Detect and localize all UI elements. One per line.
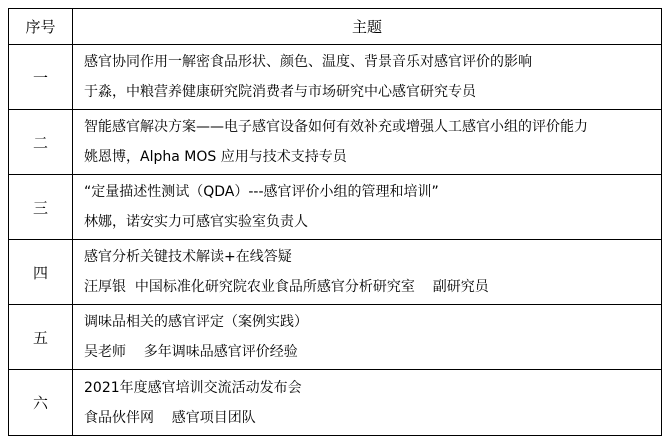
table-row — [9, 370, 662, 436]
topic-title: 感官协同作用一解密食品形状、颜色、温度、背景音乐对感官评价的影响 — [84, 54, 532, 70]
row-number-cell: 四 — [9, 240, 73, 305]
row-number-cell: 五 — [9, 305, 73, 370]
topic-cell — [73, 240, 662, 305]
topic-cell — [73, 305, 662, 370]
topic-title: “定量描述性测试（QDA）---感官评价小组的管理和培训” — [84, 184, 439, 200]
table-row — [9, 110, 662, 175]
table-row — [9, 175, 662, 240]
topic-title: 智能感官解决方案——电子感官设备如何有效补充或增强人工感官小组的评价能力 — [84, 119, 588, 135]
topic-speaker: 林娜，诺安实力可感官实验室负责人 — [84, 214, 308, 230]
row-number-cell: 六 — [9, 370, 73, 436]
topic-title: 调味品相关的感官评定（案例实践） — [84, 314, 308, 330]
topic-cell — [73, 45, 662, 110]
topic-title: 2021年度感官培训交流活动发布会 — [84, 379, 302, 396]
topic-cell — [73, 370, 662, 436]
table-row — [9, 240, 662, 305]
header-col-topic: 主题 — [73, 9, 662, 45]
header-col-number: 序号 — [9, 9, 73, 45]
topic-cell — [73, 175, 662, 240]
row-number-cell: 三 — [9, 175, 73, 240]
topic-speaker: 吴老师 多年调味品感官评价经验 — [84, 344, 298, 360]
topic-cell — [73, 110, 662, 175]
schedule-table — [8, 8, 662, 436]
table-row — [9, 305, 662, 370]
topic-speaker: 汪厚银 中国标准化研究院农业食品所感官分析研究室 副研究员 — [84, 279, 489, 295]
table-row — [9, 45, 662, 110]
topic-speaker: 姚恩博，Alpha MOS 应用与技术支持专员 — [84, 149, 347, 165]
topic-title: 感官分析关键技术解读+在线答疑 — [84, 249, 292, 265]
topic-speaker: 于淼，中粮营养健康研究院消费者与市场研究中心感官研究专员 — [84, 84, 476, 100]
row-number-cell: 一 — [9, 45, 73, 110]
row-number-cell: 二 — [9, 110, 73, 175]
header-row — [9, 9, 662, 45]
topic-speaker: 食品伙伴网 感官项目团队 — [84, 409, 256, 426]
